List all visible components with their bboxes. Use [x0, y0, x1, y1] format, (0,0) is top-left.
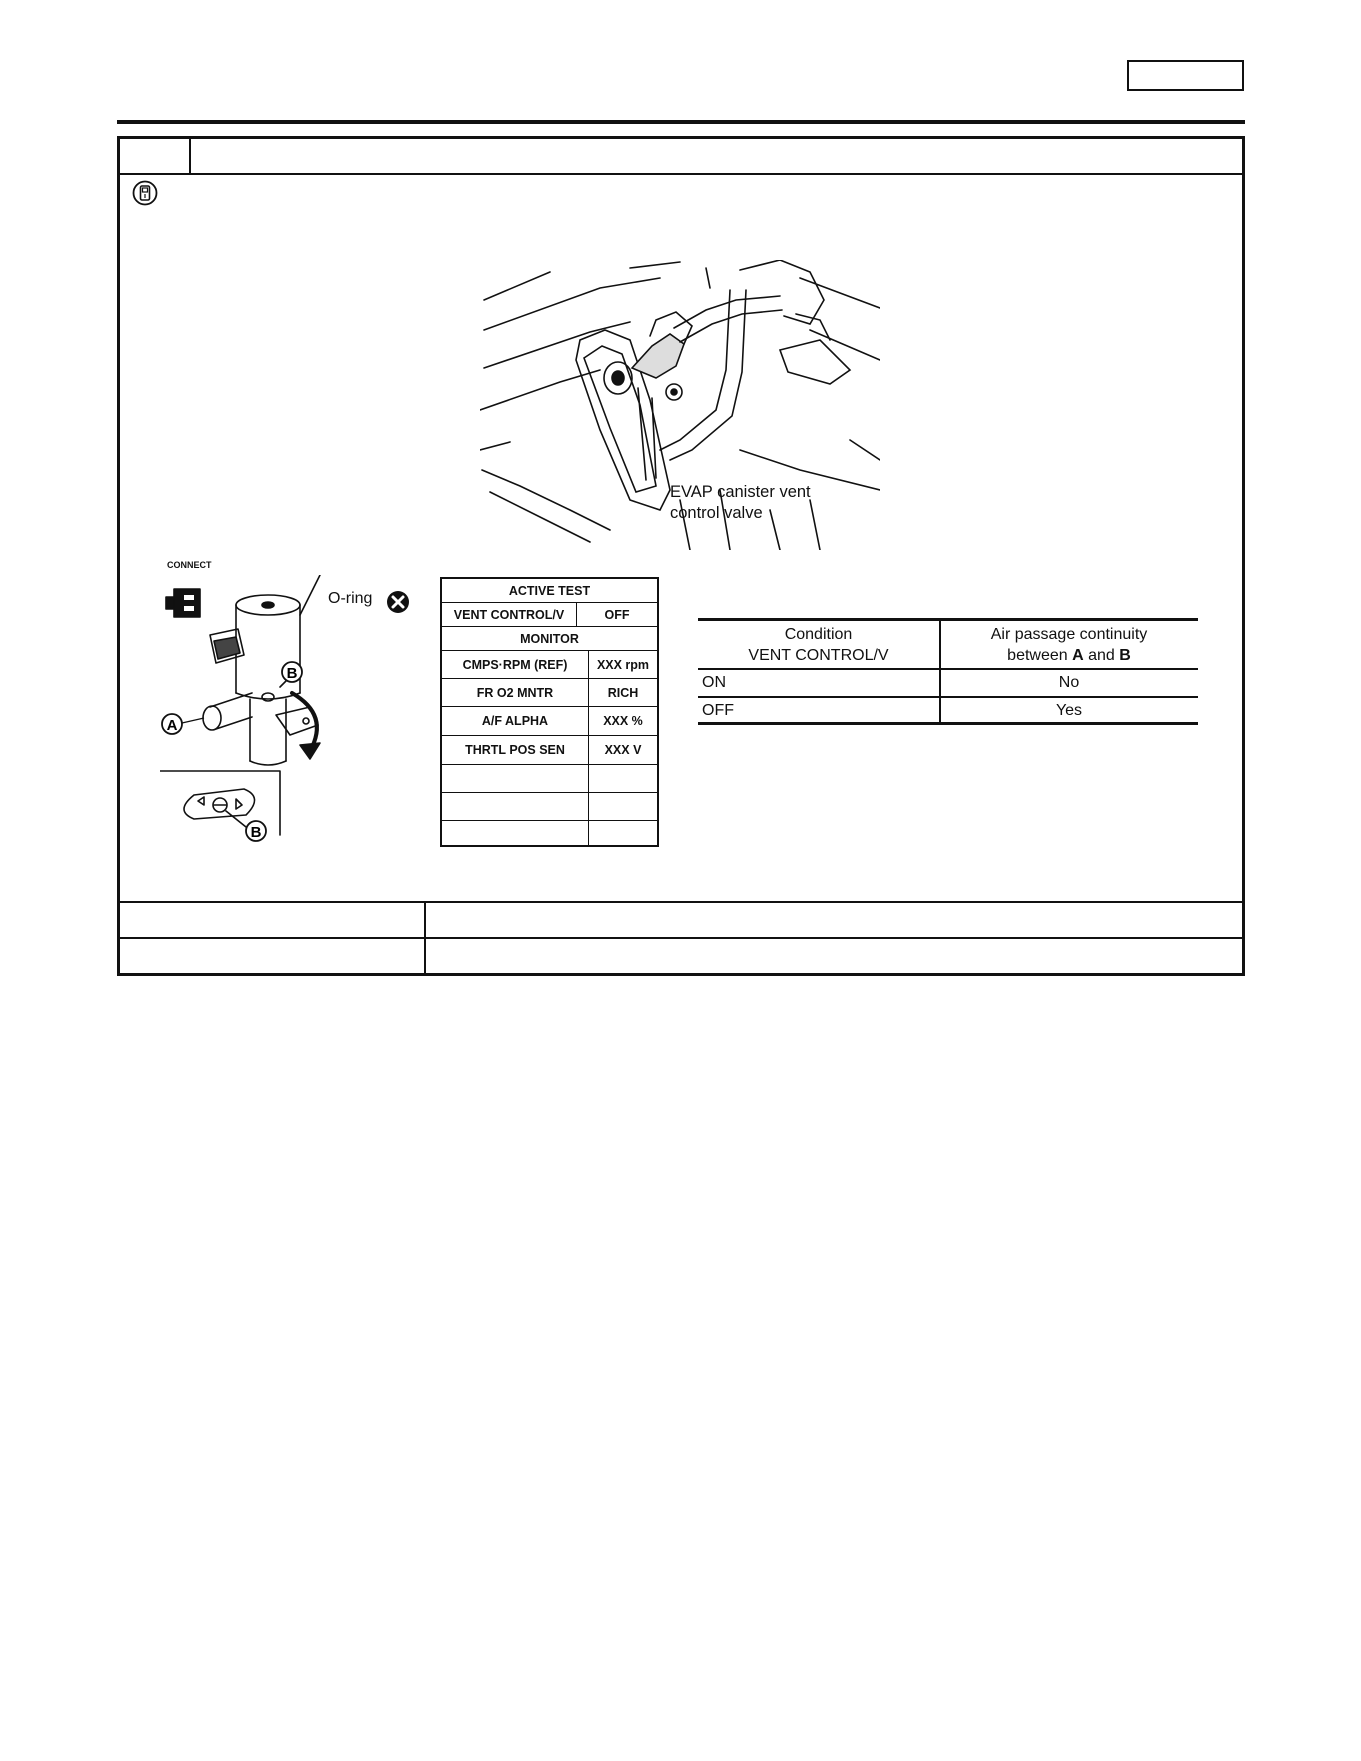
port-a-label: A: [166, 717, 178, 734]
do-not-reuse-icon: [386, 590, 410, 614]
result-row-divider-2: [117, 937, 1245, 939]
monitor-row-empty: [442, 793, 657, 821]
step-number-divider: [189, 136, 191, 174]
monitor-value: XXX V: [604, 743, 642, 757]
monitor-row: [442, 651, 657, 679]
condition-header: Condition VENT CONTROL/V: [748, 626, 889, 664]
continuity-header: Air passage continuity between A and B: [990, 626, 1148, 664]
oring-label: O-ring: [328, 590, 373, 607]
connect-label: CONNECT: [167, 560, 212, 570]
consult-active-test-screen: [440, 577, 659, 847]
port-a-ref: A: [1072, 647, 1084, 664]
monitor-row-empty: [442, 821, 657, 845]
monitor-item: CMPS·RPM (REF): [442, 651, 589, 678]
active-test-row: [442, 603, 657, 627]
active-test-item: VENT CONTROL/V: [442, 603, 577, 626]
condition-on: ON: [702, 674, 726, 691]
header-rule: [117, 120, 1245, 124]
result-row-divider-1: [117, 901, 1245, 903]
page-code-box: [1127, 60, 1244, 91]
monitor-row: [442, 679, 657, 707]
evap-valve-label: [670, 482, 811, 524]
monitor-item: THRTL POS SEN: [442, 736, 589, 764]
monitor-row-empty: [442, 765, 657, 793]
step-row-divider: [117, 173, 1245, 175]
monitor-title: MONITOR: [442, 627, 657, 651]
condition-off: OFF: [702, 702, 734, 719]
evap-valve-label-line1: EVAP canister vent: [670, 483, 811, 501]
continuity-off: Yes: [1055, 702, 1083, 719]
continuity-on: No: [1058, 674, 1080, 691]
monitor-value: XXX rpm: [596, 657, 650, 672]
result-column-divider: [424, 901, 426, 975]
consult-mode-icon: [132, 180, 158, 206]
port-b-ref: B: [1119, 647, 1131, 664]
monitor-value: RICH: [607, 685, 639, 700]
monitor-row: [442, 707, 657, 736]
active-test-value: OFF: [604, 607, 630, 622]
monitor-item: FR O2 MNTR: [442, 679, 589, 706]
port-b-label: B: [286, 665, 298, 682]
port-b-detail-label: B: [250, 824, 262, 841]
monitor-value: XXX %: [603, 714, 643, 728]
monitor-row: [442, 736, 657, 765]
active-test-title: ACTIVE TEST: [442, 579, 657, 603]
monitor-item: A/F ALPHA: [442, 707, 589, 735]
vent-valve-detail-illustration: [160, 575, 420, 855]
evap-valve-label-line2: control valve: [670, 504, 763, 522]
